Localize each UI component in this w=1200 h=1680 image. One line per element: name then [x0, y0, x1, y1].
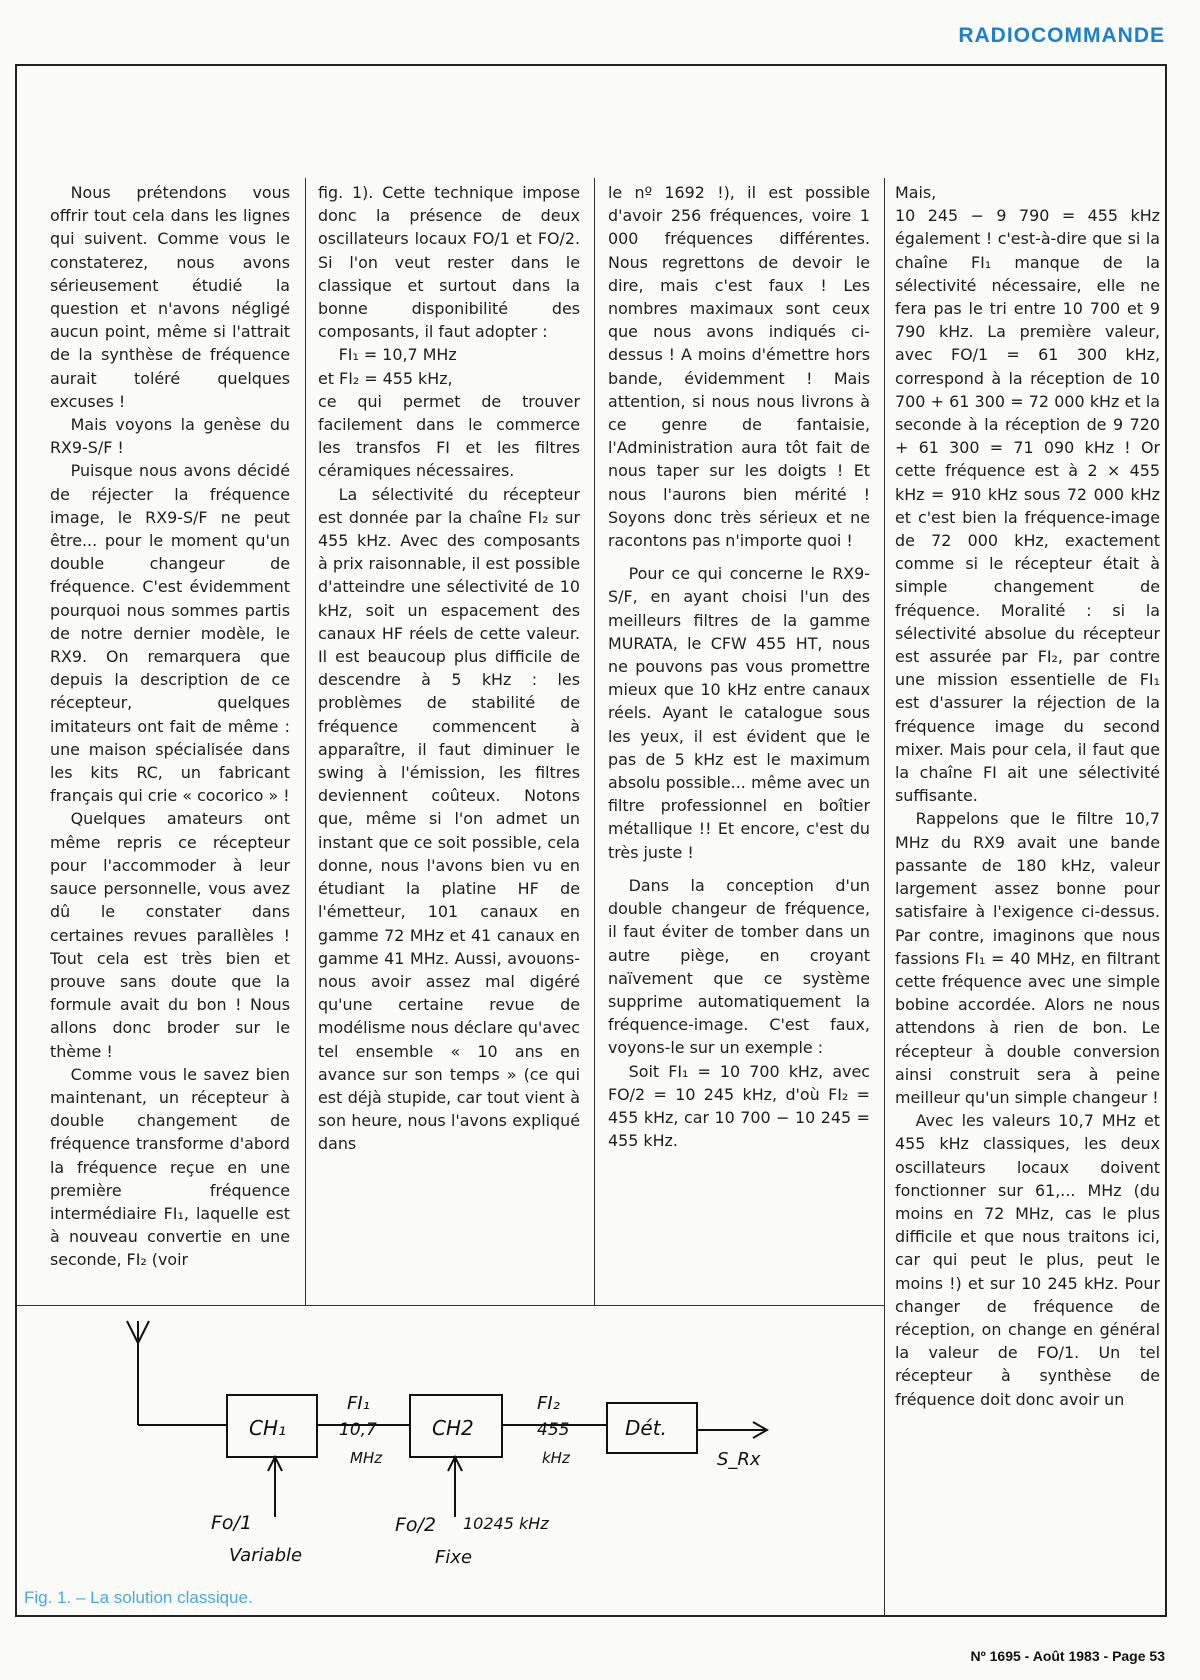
paragraph: le nº 1692 !), il est possible d'avoir 256 fréquences, voire 1 000 fréquences différentes. Nous regrettons de devoir le dire, mais c'est faux ! Les nombres maximaux sont ceux que nous avons indiqués ci-dessus ! A moins d'émettre hors bande, évidemment ! Mais attention, si nous nous livrons à ce genre de fantaisie, l'Administration aura tôt fait de nous taper sur les doigts ! Et nous l'aurons bien mérité ! Soyons donc très sérieux et ne racontons pas n'importe quoi ! [608, 183, 870, 551]
paragraph: Nous prétendons vous offrir tout cela dans les lignes qui suivent. Comme vous le constaterez, nous avons sérieusement étudié la question et n'avons négligé aucun point, même si l'attrait de la synthèse de fréquence aurait toléré quelques excuses ! [50, 183, 290, 411]
ch1-label: CH₁ [249, 1416, 287, 1440]
detector-label: Dét. [625, 1416, 667, 1440]
figure-1-block-diagram [17, 1305, 880, 1615]
paragraph: ce qui permet de trouver facilement dans le commerce les transfos FI et les filtres céramiques nécessaires. [318, 391, 580, 481]
paragraph: Mais voyons la genèse du RX9-S/F ! [50, 415, 290, 458]
article-column-3 [608, 181, 870, 1301]
section-header: RADIOCOMMANDE [958, 24, 1165, 47]
paragraph: Mais, [895, 183, 937, 202]
paragraph: Rappelons que le filtre 10,7 MHz du RX9 avait une bande passante de 180 kHz, valeur largement assez bonne pour satisfaire à l'exigence ci-dessus. Par contre, imaginons que nous fassions FI₁ = 40 MHz, en filtrant cette fréquence avec une simple bobine accordée. Alors ne nous attendons à rien de bon. Le récepteur à double conversion ainsi construit sera à peine meilleur qu'un simple changeur ! [895, 809, 1160, 1107]
page-footer: Nº 1695 - Août 1983 - Page 53 [970, 1648, 1165, 1664]
fo1-label: Fo/1 [211, 1512, 253, 1534]
paragraph: 10 245 − 9 790 = 455 kHz également ! c'est-à-dire que si la chaîne FI₁ manque de la sélectivité nécessaire, elle ne fera pas le tri entre 10 700 et 9 790 kHz. La première valeur, avec FO/1 = 61 300 kHz, correspond à la réception de 10 700 + 61 300 = 72 000 kHz et la seconde à la réception de 9 720 + 61 300 = 71 090 kHz ! Or cette fréquence est à 2 × 455 kHz = 910 kHz sous 72 000 kHz et c'est bien la fréquence-image de 72 000 kHz, exactement comme si le récepteur était à simple changement de fréquence. Moralité : si la sélectivité absolue du récepteur est assurée par FI₂, par contre une mission essentielle de FI₁ est d'assurer la réjection de la fréquence image du second mixer. Mais pour cela, il faut que la chaîne FI ait une sélectivité suffisante. [895, 206, 1160, 806]
paragraph: Puisque nous avons décidé de réjecter la fréquence image, le RX9-S/F ne peut être... pour le moment qu'un double changeur de fréquence. C'est évidemment pourquoi nous sommes partis de notre dernier modèle, le RX9. On remarquera que depuis la description de ce récepteur, quelques imitateurs ont fait de même : une maison spécialisée dans les kits RC, un fabricant français qui crie « cocorico » ! [50, 461, 290, 806]
column-rule [305, 178, 306, 1306]
paragraph: Comme vous le savez bien maintenant, un récepteur à double changement de fréquence transforme d'abord la fréquence reçue en une première fréquence intermédiaire FI₁, laquelle est à nouveau convertie en une seconde, FI₂ (voir [50, 1064, 290, 1270]
figure-caption: Fig. 1. – La solution classique. [24, 1588, 253, 1607]
output-label: S_Rx [717, 1449, 761, 1470]
paragraph: fig. 1). Cette technique impose donc la présence de deux oscillateurs locaux FO/1 et FO/2. Si l'on veut rester dans le classique et surtout dans la bonne disponibilité des composants, il faut adopter : [318, 183, 580, 342]
paragraph: Avec les valeurs 10,7 MHz et 455 kHz classiques, les deux oscillateurs locaux doivent fonctionner sur 61,... MHz (du moins en 72 MHz, cas le plus difficile et que nous traitons ici, car qui peut le plus, peut le moins !) et sur 10 245 kHz. Pour changer de fréquence de réception, on change en général la valeur de FO/1. Un tel récepteur à synthèse de fréquence doit donc avoir un [895, 1111, 1160, 1409]
column-rule [884, 178, 885, 1616]
fo2-note: Fixe [435, 1547, 473, 1568]
column-rule [594, 178, 595, 1306]
formula-line: et FI₂ = 455 kHz, [318, 368, 453, 388]
fo2-freq: 10245 kHz [463, 1514, 549, 1533]
formula-line: FI₁ = 10,7 MHz [338, 345, 457, 365]
ch2-label: CH2 [432, 1416, 474, 1440]
fi1-unit: MHz [350, 1449, 383, 1467]
paragraph: La sélectivité du récepteur est donnée par la chaîne FI₂ sur 455 kHz. Avec des composants à prix raisonnable, il est possible d'atteindre une sélectivité de 10 kHz, soit un espacement des canaux HF réels de cette valeur. Il est beaucoup plus difficile de descendre à 5 kHz : les problèmes de stabilité de fréquence commencent à apparaître, il faut diminuer le swing à l'émission, les filtres deviennent coûteux. Notons que, même si l'on admet un instant que ce soit possible, cela donne, nous l'avons bien vu en étudiant la platine HF de l'émetteur, 101 canaux en gamme 72 MHz et 41 canaux en gamme 41 MHz. Aussi, avouons-nous avoir assez mal digéré qu'une certaine revue de modélisme nous déclare qu'avec tel ensemble « 10 ans en avance sur son temps » (ce qui est déjà stupide, car tout vient à son heure, nous l'avons expliqué dans [318, 484, 580, 1154]
paragraph: Quelques amateurs ont même repris ce récepteur pour l'accommoder à leur sauce personnelle, vous avez dû le constater dans certaines revues parallèles ! Tout cela est très bien et prouve sans doute que la formule avait du bon ! Nous allons donc broder sur le thème ! [50, 809, 290, 1061]
paragraph: Soit FI₁ = 10 700 kHz, avec FO/2 = 10 245 kHz, d'où FI₂ = 455 kHz, car 10 700 − 10 245 = 455 kHz. [608, 1061, 870, 1151]
paragraph: Dans la conception d'un double changeur de fréquence, il faut éviter de tomber dans un autre piège, en croyant naïvement que ce système supprime automatiquement la fréquence-image. C'est faux, voyons-le sur un exemple : [608, 875, 870, 1058]
article-column-1 [50, 181, 290, 1301]
fi2-unit: kHz [542, 1449, 570, 1467]
article-column-2 [318, 181, 580, 1301]
fi2-label: FI₂ [537, 1393, 560, 1414]
antenna-icon [127, 1321, 227, 1425]
fi1-label: FI₁ [347, 1393, 370, 1414]
fi2-value: 455 [537, 1420, 570, 1440]
fo1-note: Variable [229, 1545, 303, 1566]
article-column-4 [895, 181, 1160, 1611]
paragraph: Pour ce qui concerne le RX9-S/F, en ayant choisi l'un des meilleurs filtres de la gamme MURATA, le CFW 455 HT, nous ne pouvons pas vous promettre mieux que 10 kHz entre canaux réels. Ayant le catalogue sous les yeux, il est évident que le pas de 5 kHz est le maximum absolu possible... même avec un filtre professionnel en boîtier métallique !! Et encore, c'est du très juste ! [608, 564, 870, 862]
fi1-value: 10,7 [339, 1420, 377, 1440]
fo2-label: Fo/2 [395, 1514, 437, 1536]
